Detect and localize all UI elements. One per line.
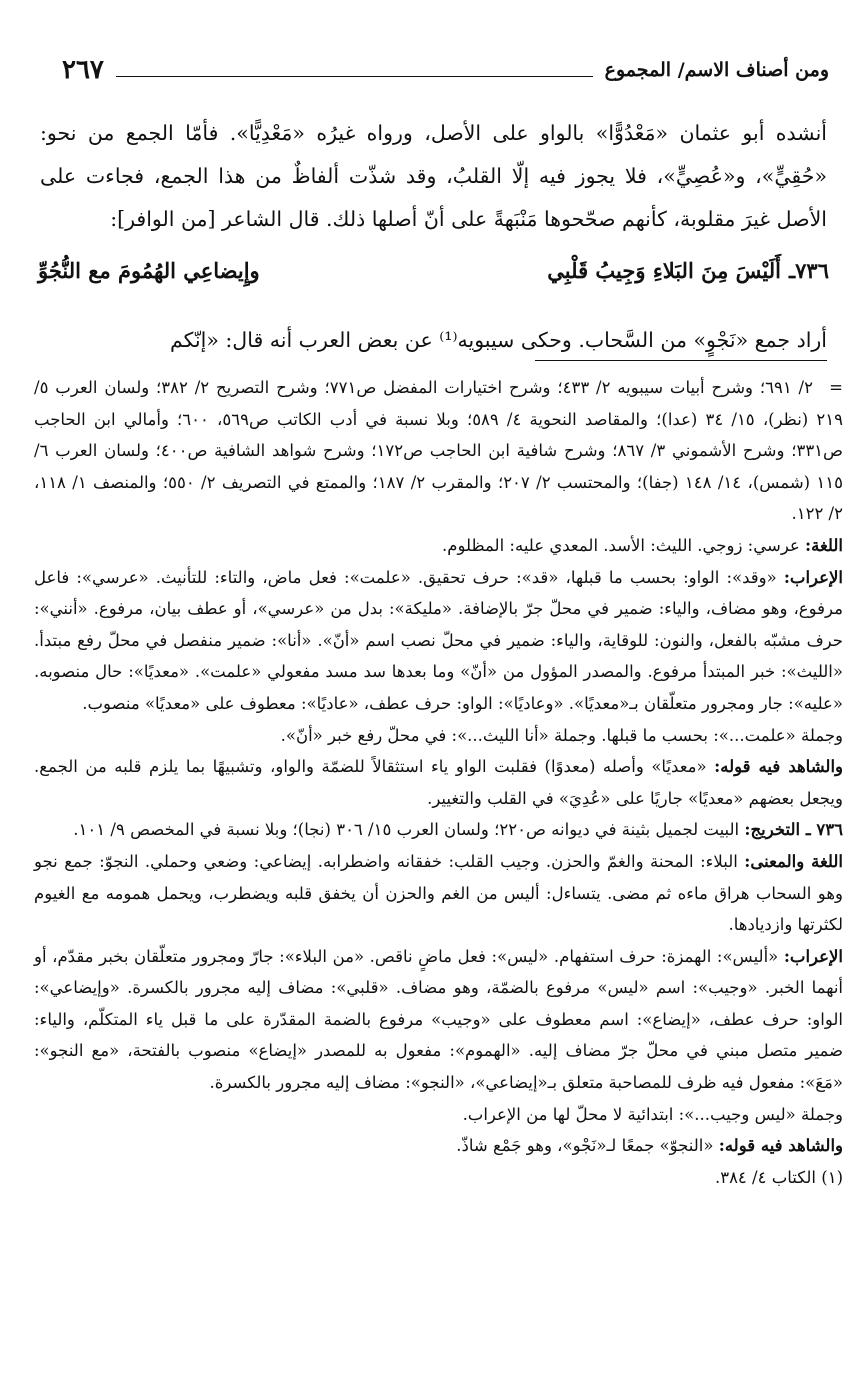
text-takhrij: البيت لجميل بثينة في ديوانه ص٢٢٠؛ ولسان العرب ١٥/ ٣٠٦ (نجا)؛ وبلا نسبة في المخصص ٩/ ١٠١. bbox=[73, 820, 745, 840]
main-paragraph-1: أنشده أبو عثمان «مَعْدُوًّا» بالواو على الأصل، ورواه غيرُه «مَعْدِيًّا». فأمّا الجمع من نحو: «حُقِيٍّ»، و«عُصِيٍّ»، فلا يجوز فيه إلّا القلبُ، وقد شذّت ألفاظٌ من هذا الجمع، فجاءت على الأصل غيرَ مقلوبة، كأنهم صحّحوها مَنْبَهةً على أنّ أصلها ذلك. قال الشاعر [من الوافر]: bbox=[40, 121, 827, 231]
footnote-1: (١) الكتاب ٤/ ٣٨٤. bbox=[714, 1167, 843, 1187]
text-shahid-2: «النجوّ» جمعًا لـ«نَجْو»، وهو جَمْع شاذّ. bbox=[456, 1136, 719, 1156]
note-lugha-1 bbox=[34, 530, 843, 562]
label-lugha-2: اللغة والمعنى: bbox=[744, 851, 843, 871]
note-lugha-2 bbox=[34, 846, 843, 941]
label-irab-1: الإعراب: bbox=[783, 567, 843, 587]
note-jumla-1: وجملة «علمت...»: بحسب ما قبلها. وجملة «أنا الليث...»: في محلّ رفع خبر «أنّ». bbox=[280, 725, 843, 745]
note-shahid-2 bbox=[34, 1130, 843, 1162]
text-irab-1: «وقد»: الواو: بحسب ما قبلها، «قد»: حرف تحقيق. «علمت»: فعل ماض، والتاء: للتأنيث. «عرسي»: فاعل مرفوع، وهو مضاف، والياء: ضمير في محلّ جرّ بالإضافة. «مليكة»: بدل من «عرسي»، أو عطف بيان، مرفوع. «أنني»: حرف مشبّه بالفعل، والنون: للوقاية، والياء: ضمير في محلّ نصب اسم «أنّ». «أنا»: ضمير منفصل في محلّ رفع مبتدأ. «الليث»: خبر المبتدأ مرفوع. والمصدر المؤول من «أنّ» وما بعدها سد مسد مفعولي «علمت». «معديًا»: حال منصوبه. «عليه»: جار ومجرور متعلّقان بـ«معديًا». «وعاديًا»: الواو: حرف عطف، «عاديًا»: معطوف على «معديًا» منصوب. bbox=[34, 567, 843, 713]
note-continuation-text: ٢/ ٦٩١؛ وشرح أبيات سيبويه ٢/ ٤٣٣؛ وشرح اختيارات المفضل ص٧٧١؛ وشرح التصريح ٢/ ٣٨٢؛ ولسان العرب ٥/ ٢١٩ (نظر)، ١٥/ ٣٤ (عدا)؛ والمقاصد النحوية ٤/ ٥٨٩؛ وبلا نسبة في أدب الكاتب ص٥٦٩، ٦٠٠؛ وأمالي ابن الحاجب ص٣٣١؛ وشرح الأشموني ٣/ ٨٦٧؛ وشرح شافية ابن الحاجب ص١٧٢؛ وشرح شواهد الشافية ص٤٠٠؛ ولسان العرب ٦/ ١١٥ (شمس)، ١٤/ ١٤٨ (جفا)؛ والمحتسب ٢/ ٢٠٧؛ والمقرب ٢/ ١٨٧؛ والممتع في التصريف ٢/ ٥٥٠؛ والمنصف ١/ ١١٨، ٢/ ١٢٢. bbox=[34, 378, 844, 524]
notes-section bbox=[34, 372, 843, 1193]
verse-first-hemistich: أَلَيْسَ مِنَ البَلاءِ وَجِيبُ قَلْبِي bbox=[547, 257, 781, 283]
label-takhrij: ٧٣٦ ـ التخريج: bbox=[744, 820, 843, 840]
verse-number: ٧٣٦ـ bbox=[789, 257, 829, 283]
label-irab-2: الإعراب: bbox=[783, 946, 843, 966]
label-lugha-1: اللغة: bbox=[805, 535, 843, 555]
footnote-rule bbox=[535, 360, 827, 361]
text-irab-2: «أليس»: الهمزة: حرف استفهام. «ليس»: فعل ماضٍ ناقص. «من البلاء»: جارّ ومجرور متعلّقان بخبر مقدّم، أو أنهما الخبر. «وجيب»: اسم «ليس» مرفوع بالضمّة، وهو مضاف. «قلبي»: مضاف إليه مجرور بالكسرة. «وإيضاعي»: الواو: حرف عطف، «إيضاع»: اسم معطوف على «وجيب» مرفوع بالضمة المقدّرة على ما قبل ياء المتكلّم، والياء: ضمير متصل مبني في محلّ جرّ مضاف إليه. «الهموم»: مفعول به للمصدر «إيضاع» منصوب بالفتحة، «مع النجو»: «مَعَ»: مفعول فيه ظرف للمصاحبة متعلق بـ«إيضاعي»، «النجو»: مضاف إليه مجرور بالكسرة. bbox=[34, 946, 843, 1093]
page-number: ٢٦٧ bbox=[62, 55, 104, 85]
note-continuation bbox=[34, 372, 843, 530]
text-shahid-1: «معديًا» وأصله (معدوًا) فقلبت الواو ياء استثقالاً للضمّة والواو، وتشبيهًا بما يلزم قلبه من الجمع. ويجعل بعضهم «معديًا» جاريًا على «عُدِيَ» في القلب والتغيير. bbox=[34, 757, 843, 808]
label-shahid-2: والشاهد فيه قوله: bbox=[718, 1136, 843, 1156]
main-text bbox=[40, 112, 827, 241]
running-head bbox=[62, 52, 829, 88]
text-lugha-1: عرسي: زوجي. الليث: الأسد. المعدي عليه: المظلوم. bbox=[442, 535, 806, 555]
note-irab-2 bbox=[34, 941, 843, 1099]
note-takhrij-736 bbox=[34, 814, 843, 846]
running-head-title: ومن أصناف الاسم/ المجموع bbox=[604, 59, 829, 81]
main-paragraph-2: أراد جمع «نَجْوٍ» من السَّحاب. وحكى سيبويه⁽¹⁾ عن بعض العرب أنه قال: «إنّكم bbox=[169, 327, 827, 352]
text-lugha-2: البلاء: المحنة والغمّ والحزن. وجيب القلب: خفقانه واضطرابه. إيضاعي: وضعي وحملي. النجوّ: جمع نجو وهو السحاب هراق ماءه ثم مضى. يتساءل: أليس من الغم والحزن أن يخفق قلبه ويضطرب، ويحمل همومه مع الغيوم لكثرتها وازديادها. bbox=[34, 851, 843, 935]
header-rule bbox=[116, 76, 593, 77]
label-shahid-1: والشاهد فيه قوله: bbox=[714, 757, 844, 777]
note-jumla-2: وجملة «ليس وجيب...»: ابتدائية لا محلّ لها من الإعراب. bbox=[462, 1104, 843, 1124]
main-text-2 bbox=[40, 298, 827, 382]
verse-second-hemistich: وإِيضاعِي الهُمُومَ مع النُّجُوِّ bbox=[38, 257, 260, 283]
note-shahid-1 bbox=[34, 751, 843, 814]
note-irab-1 bbox=[34, 562, 843, 720]
continuation-marker: = bbox=[829, 378, 843, 397]
verse-736 bbox=[38, 248, 829, 292]
